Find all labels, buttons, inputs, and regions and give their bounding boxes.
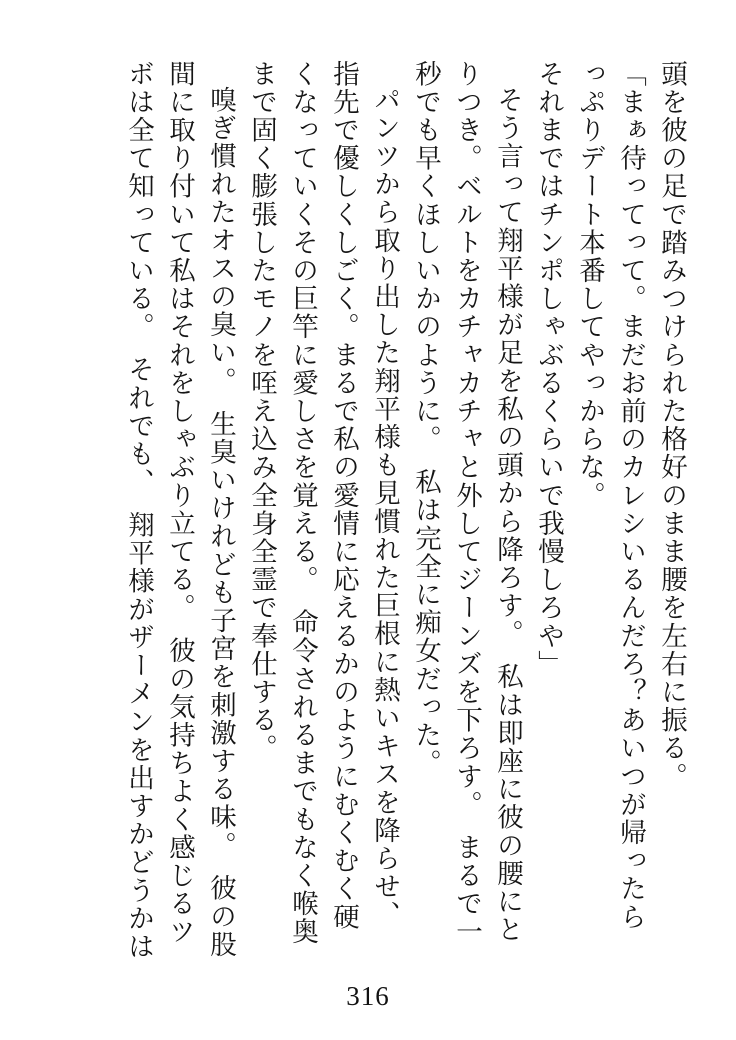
text-line: ボは全て知っている。 それでも、 翔平様がザーメンを出すかどうかは — [123, 60, 154, 961]
text-line: くなっていくその巨竿に愛しさを覚える。 命令されるまでもなく喉奥 — [287, 60, 318, 946]
text-line: それまではチンポしゃぶるくらいで我慢しろや」 — [533, 60, 564, 679]
text-line: 嗅ぎ慣れたオスの臭い。 生臭いけれども子宮を刺激する味。 彼の股 — [205, 86, 236, 959]
text-line: りつき。ベルトをカチャカチャと外してジーンズを下ろす。 まるで一 — [451, 60, 482, 946]
text-line: 秒でも早くほしいかのように。 私は完全に痴女だった。 — [410, 60, 441, 778]
text-line: っぷりデート本番してやっからな。 — [574, 60, 605, 510]
text-line: 指先で優しくしごく。まるで私の愛情に応えるかのようにむくむく硬 — [328, 60, 359, 932]
page-number: 316 — [346, 981, 390, 1011]
body-text — [52, 60, 687, 961]
text-line: まで固く膨張したモノを咥え込み全身全霊で奉仕する。 — [246, 60, 277, 763]
text-line: 間に取り付いて私はそれをしゃぶり立てる。 彼の気持ちよく感じるツ — [164, 60, 195, 946]
text-line: パンツから取り出した翔平様も見慣れた巨根に熱いキスを降らせ、 — [369, 86, 400, 929]
text-line: 頭を彼の足で踏みつけられた格好のまま腰を左右に振る。 — [656, 60, 687, 791]
text-line: 「まぁ待ってって。まだお前のカレシいるんだろ？あいつが帰ったら — [615, 60, 646, 932]
text-line: そう言って翔平様が足を私の頭から降ろす。 私は即座に彼の腰にと — [492, 86, 523, 944]
